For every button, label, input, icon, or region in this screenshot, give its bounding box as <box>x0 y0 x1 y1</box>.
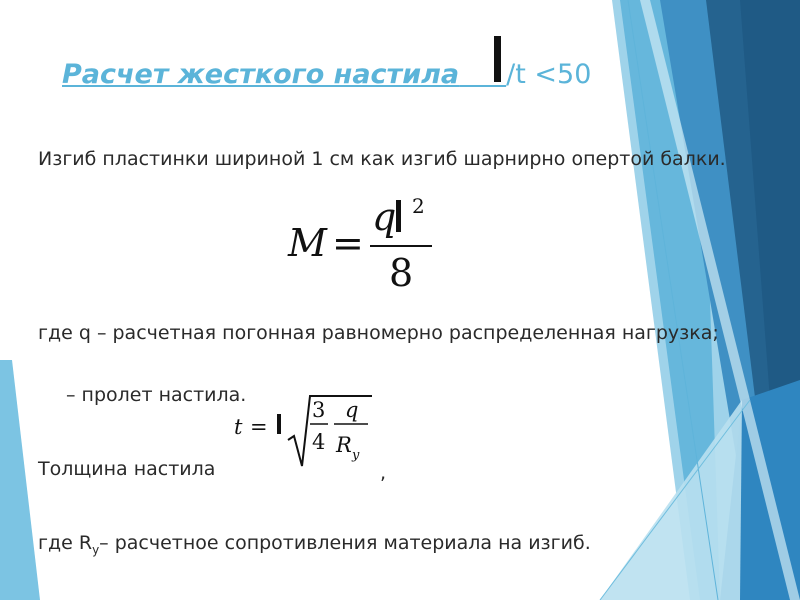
formula-thickness-frac2-den: R <box>336 433 352 457</box>
paragraph-resistance-sub: y <box>92 542 100 557</box>
paragraph-span-definition: – пролет настила. <box>66 384 247 406</box>
formula-moment-num-q: q <box>372 195 397 239</box>
paragraph-resistance-prefix: где R <box>38 532 93 554</box>
formula-thickness-l-glyph <box>277 414 281 434</box>
formula-moment-lhs: M <box>288 221 327 265</box>
formula-moment-eq: = <box>332 221 364 265</box>
paragraph-load-definition: где q – расчетная погонная равномерно распределенная нагрузка; <box>38 322 719 344</box>
title-main: Расчет жесткого настила <box>62 59 460 90</box>
formula-thickness-sqrt-sign <box>288 396 372 466</box>
title-suffix: /t <50 <box>506 59 592 90</box>
paragraph-resistance-suffix: – расчетное сопротивления материала на изгиб. <box>99 532 591 554</box>
formula-thickness-eq: = <box>250 415 268 439</box>
formula-moment-den: 8 <box>389 251 414 295</box>
formula-thickness-frac1-den: 4 <box>312 430 326 454</box>
formula-thickness-frac2-num: q <box>345 398 359 422</box>
paragraph-thickness: Толщина настила <box>38 458 216 480</box>
paragraph-bending: Изгиб пластинки шириной 1 см как изгиб шарнирно опертой балки. <box>38 148 726 170</box>
formula-comma: , <box>380 462 387 484</box>
formula-moment-exponent: 2 <box>412 194 425 218</box>
formula-thickness-frac1-num: 3 <box>312 398 326 422</box>
formula-thickness-lhs: t <box>234 415 243 439</box>
formula-thickness-frac2-den-sub: y <box>352 448 360 463</box>
paragraph-resistance <box>38 530 591 564</box>
